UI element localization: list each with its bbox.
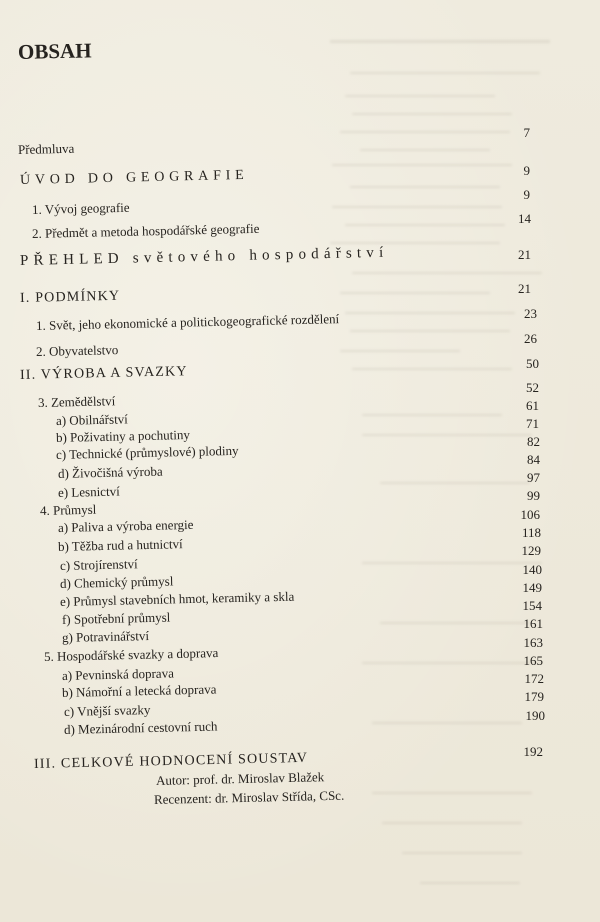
page-number: 154 [522, 598, 542, 613]
toc-entry: 1. Svět, jeho ekonomické a politickogeografické rozdělení [35, 311, 340, 333]
show-through-line [352, 113, 512, 115]
page-number: 140 [522, 562, 542, 577]
show-through-line [350, 330, 510, 332]
show-through-line [380, 622, 530, 624]
show-through-line [362, 662, 542, 664]
show-through-line [362, 414, 502, 416]
page-number: 99 [527, 488, 540, 503]
show-through-line [372, 792, 532, 794]
show-through-line [380, 482, 530, 484]
toc-entry: 2. Předmět a metoda hospodářské geografie [31, 220, 260, 241]
toc-heading-introduction: ÚVOD DO GEOGRAFIE [19, 167, 249, 188]
show-through-line [340, 131, 510, 133]
page-number: 161 [523, 616, 543, 631]
toc-subentry: e) Lesnictví [57, 483, 120, 500]
show-through-line [345, 224, 505, 226]
page-number: 84 [527, 452, 540, 467]
show-through-line [340, 350, 460, 352]
toc-subentry: e) Průmysl stavebních hmot, keramiky a skla [59, 588, 295, 609]
toc-entry: 2. Obyvatelstvo [35, 342, 119, 359]
page-number: 149 [522, 580, 542, 595]
page-number: 21 [518, 281, 531, 296]
show-through-line [350, 186, 500, 188]
show-through-line [332, 206, 502, 208]
page-title: OBSAH [17, 38, 92, 64]
toc-subentry: b) Poživatiny a pochutiny [55, 426, 191, 445]
page-number: 82 [527, 434, 540, 449]
toc-subentry: c) Vnější svazky [63, 702, 151, 719]
page-number: 50 [526, 356, 539, 371]
toc-heading-overview: PŘEHLED světového hospodářství [19, 244, 389, 269]
toc-subentry: a) Obilnářství [55, 411, 128, 428]
page-number: 192 [523, 744, 543, 759]
toc-subentry: g) Potravinářství [61, 628, 150, 645]
page-number: 9 [523, 187, 530, 202]
page-number: 97 [527, 470, 540, 485]
toc-subentry: a) Paliva a výroba energie [57, 516, 194, 535]
toc-entry: 4. Průmysl [39, 501, 97, 518]
reviewer-credit: Recenzent: dr. Miroslav Střída, CSc. [153, 787, 345, 807]
page-number: 26 [524, 331, 537, 346]
page-number: 163 [523, 635, 543, 650]
show-through-line [350, 72, 540, 74]
toc-part-heading: I. PODMÍNKY [19, 288, 121, 306]
toc-entry: 3. Zemědělství [37, 393, 116, 410]
toc-entry: 5. Hospodářské svazky a doprava [43, 645, 219, 664]
toc-subentry: a) Pevninská doprava [61, 665, 175, 683]
toc-part-heading: III. CELKOVÉ HODNOCENÍ SOUSTAV [33, 750, 309, 772]
toc-subentry: d) Mezinárodní cestovní ruch [63, 718, 218, 737]
page-number: 7 [523, 125, 530, 140]
page-number: 179 [524, 689, 544, 704]
show-through-line [382, 822, 522, 824]
author-credit: Autor: prof. dr. Miroslav Blažek [155, 769, 325, 788]
show-through-line [420, 882, 520, 884]
toc-subentry: f) Spotřební průmysl [61, 609, 171, 627]
page-number: 14 [518, 211, 531, 226]
page-number: 61 [526, 398, 539, 413]
page-number: 71 [526, 416, 539, 431]
page-number: 118 [521, 525, 541, 540]
show-through-line [362, 434, 532, 436]
toc-subentry: d) Živočišná výroba [57, 463, 163, 481]
toc-subentry: c) Strojírenství [59, 556, 138, 573]
page-number: 106 [520, 507, 540, 522]
show-through-line [330, 242, 500, 244]
page-number: 52 [526, 380, 539, 395]
page-number: 23 [524, 306, 537, 321]
toc-entry: 1. Vývoj geografie [31, 199, 130, 217]
show-through-line [340, 292, 490, 294]
show-through-line [402, 852, 522, 854]
toc-part-heading: II. VÝROBA A SVAZKY [19, 364, 188, 383]
show-through-line [362, 562, 542, 564]
show-through-line [330, 40, 550, 43]
page-number: 165 [523, 653, 543, 668]
show-through-line [352, 272, 542, 274]
show-through-line [345, 312, 515, 314]
page-number: 190 [525, 708, 545, 723]
toc-entry-preface: Předmluva [17, 140, 75, 157]
show-through-line [345, 95, 495, 97]
page-number: 172 [524, 671, 544, 686]
toc-subentry: b) Těžba rud a hutnictví [57, 536, 183, 554]
toc-subentry: c) Technické (průmyslové) plodiny [55, 442, 239, 462]
toc-subentry: b) Námořní a letecká doprava [61, 681, 217, 700]
page-number: 9 [523, 163, 530, 178]
show-through-line [360, 149, 490, 151]
show-through-line [372, 722, 522, 724]
show-through-line [352, 368, 512, 370]
page-number: 129 [521, 543, 541, 558]
toc-subentry: d) Chemický průmysl [59, 573, 174, 591]
page-number: 21 [518, 247, 531, 262]
show-through-line [332, 164, 512, 166]
